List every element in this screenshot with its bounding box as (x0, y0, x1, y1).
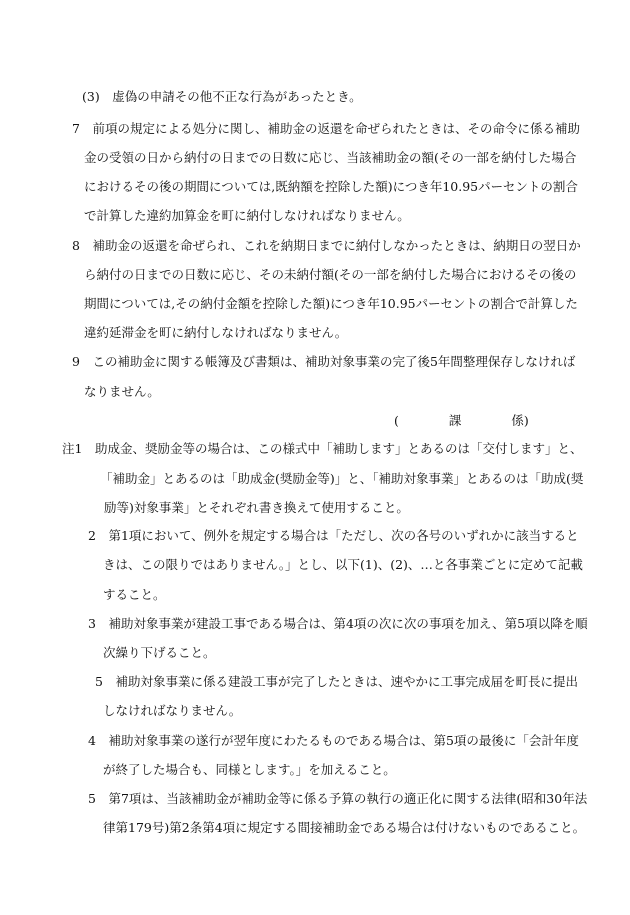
note-3-line-1: 3 補助対象事業が建設工事である場合は、第4項の次に次の事項を加え、第5項以降を順 (88, 616, 588, 631)
note-1-line-2: 「補助金」とあるのは「助成金(奨励金等)」と、「補助対象事業」とあるのは「助成(奨 (100, 471, 584, 486)
clause-9-line-1: 9 この補助金に関する帳簿及び書類は、補助対象事業の完了後5年間整理保存しなければ (72, 354, 576, 369)
clause-7-line-2: 金の受領の日から納付の日までの日数に応じ、当該補助金の額(その一部を納付した場合 (84, 150, 577, 165)
note-3-inserted-item-line-2: しなければなりません。 (103, 703, 242, 718)
note-1-line-3: 励等)対象事業」とそれぞれ書き換えて使用すること。 (104, 500, 409, 515)
department-section-field: ( 課 係) (394, 413, 529, 428)
clause-8-line-2: ら納付の日までの日数に応じ、その未納付額(その一部を納付した場合におけるその後の (84, 267, 577, 282)
clause-6-item-3: (3) 虚偽の申請その他不正な行為があったとき。 (82, 89, 362, 104)
note-2-line-2: きは、この限りではありません。」とし、以下(1)、(2)、…と各事業ごとに定めて記載 (103, 557, 583, 572)
note-3-line-2: 次繰り下げること。 (103, 645, 216, 660)
clause-7-line-1: 7 前項の規定による処分に関し、補助金の返還を命ぜられたときは、その命令に係る補助 (72, 121, 580, 136)
note-5-line-2: 律第179号)第2条第4項に規定する間接補助金である場合は付けないものであること。 (103, 820, 586, 835)
note-4-line-2: が終了した場合も、同様とします。」を加えること。 (103, 762, 396, 777)
clause-7-line-3: におけるその後の期間については,既納額を控除した額)につき年10.95パーセントの割合 (84, 179, 578, 194)
note-1-line-1: 注1 助成金、奨励金等の場合は、この様式中「補助します」とあるのは「交付します」と、 (62, 441, 583, 456)
clause-7-line-4: で計算した違約加算金を町に納付しなければなりません。 (84, 208, 410, 223)
note-3-inserted-item-line-1: 5 補助対象事業に係る建設工事が完了したときは、速やかに工事完成届を町長に提出 (95, 674, 578, 689)
clause-8-line-1: 8 補助金の返還を命ぜられ、これを納期日までに納付しなかったときは、納期日の翌日か (72, 238, 581, 253)
clause-9-line-2: なりません。 (84, 384, 160, 399)
note-2-line-1: 2 第1項において、例外を規定する場合は「ただし、次の各号のいずれかに該当すると (88, 528, 579, 543)
note-5-line-1: 5 第7項は、当該補助金が補助金等に係る予算の執行の適正化に関する法律(昭和30年法 (88, 791, 588, 806)
note-2-line-3: すること。 (103, 587, 166, 602)
clause-8-line-3: 期間については,その納付金額を控除した額)につき年10.95パーセントの割合で計算した (84, 296, 578, 311)
clause-8-line-4: 違約延滞金を町に納付しなければなりません。 (84, 325, 348, 340)
note-4-line-1: 4 補助対象事業の遂行が翌年度にわたるものである場合は、第5項の最後に「会計年度 (88, 733, 579, 748)
